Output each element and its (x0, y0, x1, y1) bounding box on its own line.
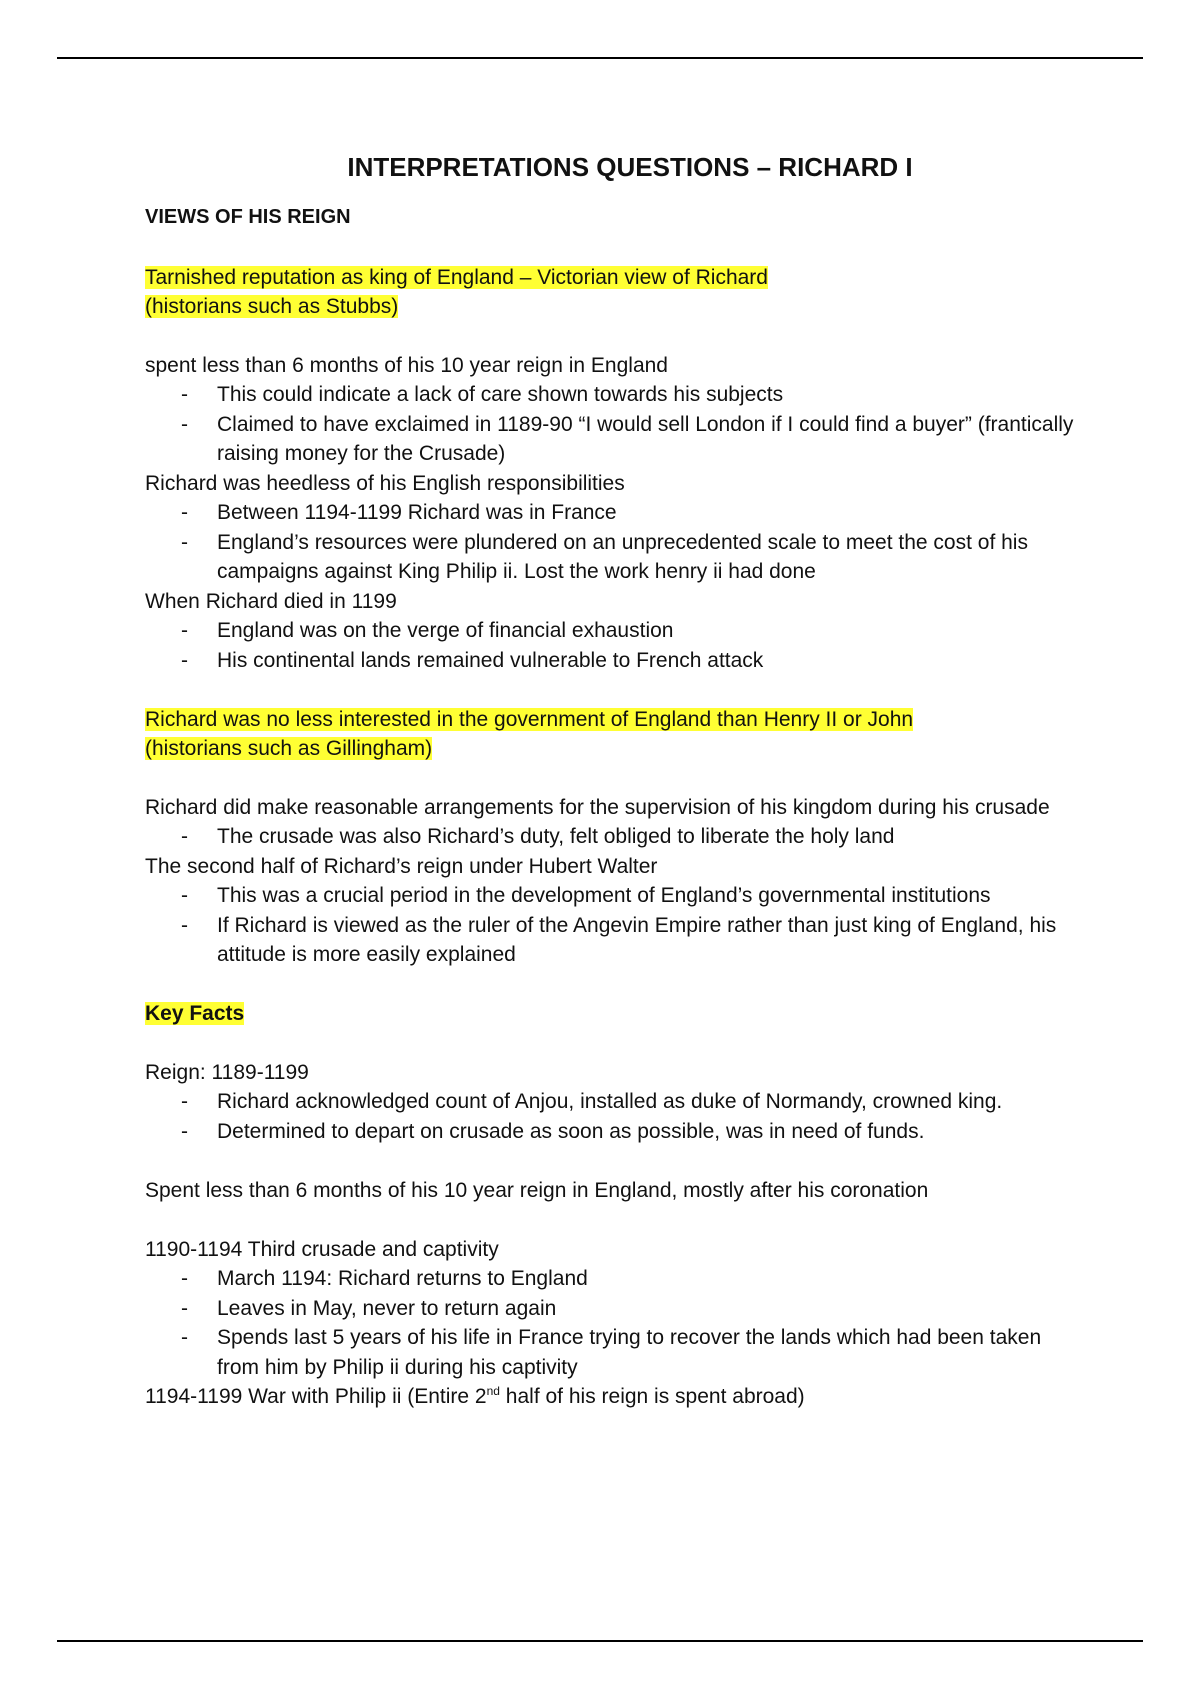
view2-bullets-2 (145, 881, 1085, 970)
spacer (145, 675, 1085, 705)
bullet-dash: - (181, 1326, 188, 1349)
view2-lead-1: Richard did make reasonable arrangements for the supervision of his kingdom during his crusade (145, 795, 1050, 819)
spent-line: Spent less than 6 months of his 10 year reign in England, mostly after his coronation (145, 1178, 929, 1202)
war-line-part1: 1194-1199 War with Philip ii (Entire 2 (145, 1385, 487, 1408)
list-item (145, 911, 1085, 970)
bullet-dash: - (181, 383, 188, 406)
view2-heading-line1: Richard was no less interested in the government of England than Henry II or John (145, 707, 914, 731)
document-body (145, 145, 1085, 1412)
reign-bullets (145, 1087, 1085, 1146)
list-item (145, 646, 1085, 676)
bullet-text: Leaves in May, never to return again (217, 1296, 557, 1320)
view1-lead-1: spent less than 6 months of his 10 year reign in England (145, 353, 668, 377)
page-title: INTERPRETATIONS QUESTIONS – RICHARD I (347, 152, 913, 182)
view2-lead-2: The second half of Richard’s reign under Hubert Walter (145, 854, 658, 878)
bullet-dash: - (181, 1119, 188, 1143)
bullet-dash: - (181, 1267, 188, 1290)
crusade-bullets (145, 1264, 1085, 1382)
view1-points (145, 351, 1085, 676)
view2-heading (145, 705, 1085, 764)
bullet-dash: - (181, 501, 188, 524)
bullet-dash: - (181, 913, 188, 937)
list-item (145, 881, 1085, 911)
list-item (145, 528, 1085, 587)
bullet-text: If Richard is viewed as the ruler of the Angevin Empire rather than just king of England, his attitude is more easily explained (217, 913, 1057, 966)
list-item (145, 380, 1085, 410)
bullet-text: The crusade was also Richard’s duty, felt obliged to liberate the holy land (217, 825, 895, 848)
list-item (145, 410, 1085, 469)
view1-heading-line1: Tarnished reputation as king of England – Victorian view of Richard (145, 265, 768, 289)
view1-heading-line2: (historians such as Stubbs) (145, 295, 399, 318)
view1-bullets-2 (145, 498, 1085, 587)
view2-bullets-1 (145, 822, 1085, 852)
spacer (145, 1146, 1085, 1176)
list-item (145, 1264, 1085, 1294)
bullet-dash: - (181, 412, 188, 436)
bullet-text: March 1194: Richard returns to England (217, 1267, 588, 1290)
key-facts-heading-text: Key Facts (145, 1002, 245, 1025)
bullet-text: Claimed to have exclaimed in 1189-90 “I would sell London if I could find a buyer” (frantically raising money for the Crusade) (217, 412, 1074, 465)
list-item (145, 1087, 1085, 1117)
list-item (145, 616, 1085, 646)
bullet-dash: - (181, 1090, 188, 1113)
bullet-text: This was a crucial period in the development of England’s governmental institutions (217, 884, 991, 907)
bullet-dash: - (181, 619, 188, 642)
bullet-dash: - (181, 884, 188, 907)
view1-lead-2: Richard was heedless of his English responsibilities (145, 471, 625, 495)
top-rule (57, 57, 1143, 59)
spacer (145, 970, 1085, 1000)
bullet-text: Spends last 5 years of his life in France trying to recover the lands which had been taken from him by Philip ii during his captivity (217, 1326, 1042, 1379)
list-item (145, 1294, 1085, 1324)
war-line-superscript: nd (486, 1384, 500, 1398)
key-facts-points (145, 1058, 1085, 1412)
bullet-text: England was on the verge of financial exhaustion (217, 619, 674, 642)
war-line-part2: half of his reign is spent abroad) (499, 1385, 805, 1408)
bullet-dash: - (181, 1296, 188, 1320)
bottom-rule (57, 1640, 1143, 1642)
list-item (145, 498, 1085, 528)
bullet-text: Richard acknowledged count of Anjou, installed as duke of Normandy, crowned king. (217, 1090, 1003, 1113)
crusade-lead: 1190-1194 Third crusade and captivity (145, 1237, 499, 1261)
list-item (145, 822, 1085, 852)
section-heading: VIEWS OF HIS REIGN (145, 206, 351, 228)
view1-bullets-1 (145, 380, 1085, 469)
bullet-dash: - (181, 648, 188, 672)
view1-heading (145, 263, 1085, 322)
bullet-text: Between 1194-1199 Richard was in France (217, 501, 617, 524)
list-item (145, 1323, 1085, 1382)
view2-points (145, 793, 1085, 970)
spacer (145, 1205, 1085, 1235)
bullet-dash: - (181, 530, 188, 554)
view1-bullets-3 (145, 616, 1085, 675)
bullet-text: England’s resources were plundered on an unprecedented scale to meet the cost of his campaigns against King Philip ii. Lost the work henry ii had done (217, 530, 1028, 583)
view1-lead-3: When Richard died in 1199 (145, 589, 397, 613)
bullet-text: This could indicate a lack of care shown towards his subjects (217, 383, 784, 406)
key-facts-heading (145, 999, 1085, 1029)
list-item (145, 1117, 1085, 1147)
bullet-text: His continental lands remained vulnerable to French attack (217, 648, 764, 672)
bullet-text: Determined to depart on crusade as soon as possible, was in need of funds. (217, 1119, 925, 1143)
war-line (145, 1382, 1085, 1412)
bullet-dash: - (181, 825, 188, 848)
reign-lead: Reign: 1189-1199 (145, 1060, 309, 1084)
view2-heading-line2: (historians such as Gillingham) (145, 737, 433, 760)
